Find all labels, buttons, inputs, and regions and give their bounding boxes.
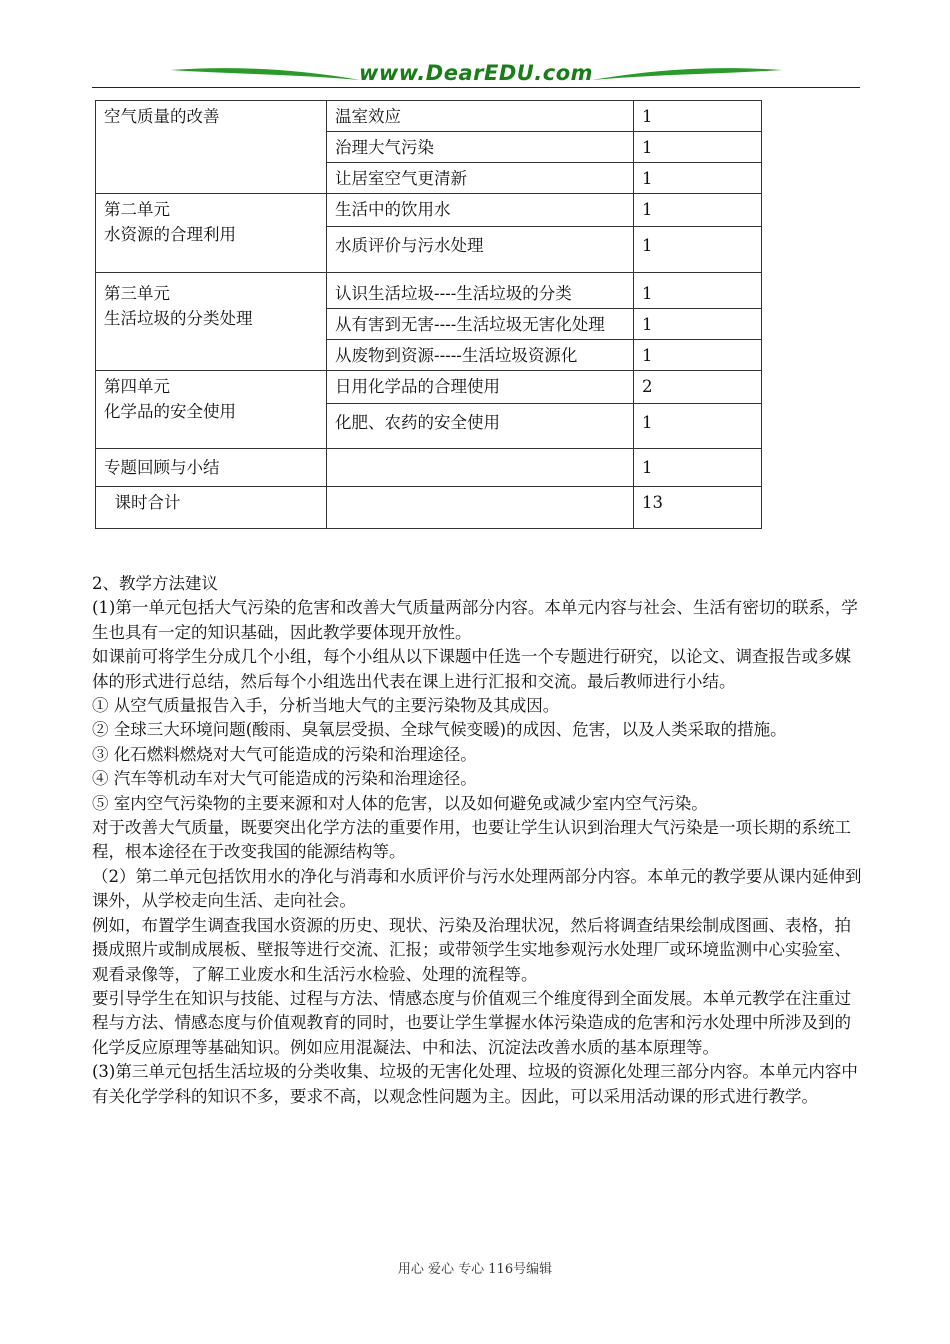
hours-cell: 1 <box>634 163 762 194</box>
table-row <box>96 371 762 404</box>
topic-cell <box>327 487 634 529</box>
schedule-table <box>95 100 762 529</box>
list-item: ④ 汽车等机动车对大气可能造成的污染和治理途径。 <box>92 769 477 789</box>
unit-cell: 专题回顾与小结 <box>96 449 327 487</box>
table-row <box>96 101 762 132</box>
hours-cell: 1 <box>634 101 762 132</box>
hours-cell: 1 <box>634 194 762 227</box>
topic-cell: 从废物到资源-----生活垃圾资源化 <box>327 340 634 371</box>
hours-cell: 1 <box>634 227 762 273</box>
page-header <box>92 60 860 90</box>
topic-cell: 治理大气污染 <box>327 132 634 163</box>
topic-cell: 从有害到无害----生活垃圾无害化处理 <box>327 309 634 340</box>
paragraph: 如课前可将学生分成几个小组，每个小组从以下课题中任选一个专题进行研究，以论文、调查报告或多媒体的形式进行总结，然后每个小组选出代表在课上进行汇报和交流。最后教师进行小结。 <box>92 647 851 691</box>
hours-cell: 1 <box>634 309 762 340</box>
page-footer: 用心 爱心 专心 116号编辑 <box>397 1262 553 1277</box>
hours-cell: 1 <box>634 449 762 487</box>
paragraph: (3)第三单元包括生活垃圾的分类收集、垃圾的无害化处理、垃圾的资源化处理三部分内容。本单元内容中有关化学学科的知识不多，要求不高，以观念性问题为主。因此，可以采用活动课的形式进行教学。 <box>92 1062 858 1106</box>
paragraph: 对于改善大气质量，既要突出化学方法的重要作用，也要让学生认识到治理大气污染是一项长期的系统工程，根本途径在于改变我国的能源结构等。 <box>92 818 851 862</box>
table-row <box>96 273 762 309</box>
table-row <box>96 449 762 487</box>
topic-cell: 日用化学品的合理使用 <box>327 371 634 404</box>
unit-cell: 第二单元 水资源的合理利用 <box>96 194 327 273</box>
topic-cell: 认识生活垃圾----生活垃圾的分类 <box>327 273 634 309</box>
header-rule <box>92 87 860 88</box>
hours-cell: 2 <box>634 371 762 404</box>
right-swoosh-icon <box>592 64 782 86</box>
topic-cell: 温室效应 <box>327 101 634 132</box>
paragraph: 例如，布置学生调查我国水资源的历史、现状、污染及治理状况，然后将调查结果绘制成图画、表格，拍摄成照片或制成展板、壁报等进行交流、汇报；或带领学生实地参观污水处理厂或环境监测中心实验室、观看录像等，了解工业废水和生活污水检验、处理的流程等。 <box>92 915 851 984</box>
topic-cell: 生活中的饮用水 <box>327 194 634 227</box>
list-item: ② 全球三大环境问题(酸雨、臭氧层受损、全球气候变暖)的成因、危害，以及人类采取的措施。 <box>92 720 787 740</box>
table-row <box>96 487 762 529</box>
hours-cell: 1 <box>634 273 762 309</box>
article-body <box>92 572 862 1109</box>
paragraph: (1)第一单元包括大气污染的危害和改善大气质量两部分内容。本单元内容与社会、生活有密切的联系，学生也具有一定的知识基础，因此教学要体现开放性。 <box>92 598 858 642</box>
unit-cell: 第四单元 化学品的安全使用 <box>96 371 327 449</box>
hours-cell: 1 <box>634 340 762 371</box>
section-heading: 2、教学方法建议 <box>92 574 218 593</box>
list-item: ③ 化石燃料燃烧对大气可能造成的污染和治理途径。 <box>92 744 477 764</box>
list-item: ⑤ 室内空气污染物的主要来源和对人体的危害，以及如何避免或减少室内空气污染。 <box>92 793 708 813</box>
topic-cell <box>327 449 634 487</box>
hours-cell: 13 <box>634 487 762 529</box>
unit-cell: 空气质量的改善 <box>96 101 327 194</box>
topic-cell: 化肥、农药的安全使用 <box>327 404 634 449</box>
table-row <box>96 194 762 227</box>
list-item: ① 从空气质量报告入手，分析当地大气的主要污染物及其成因。 <box>92 696 560 716</box>
topic-cell: 水质评价与污水处理 <box>327 227 634 273</box>
hours-cell: 1 <box>634 132 762 163</box>
hours-cell: 1 <box>634 404 762 449</box>
site-logo: www.DearEDU.com <box>358 61 594 85</box>
unit-cell: 第三单元 生活垃圾的分类处理 <box>96 273 327 371</box>
unit-cell: 课时合计 <box>96 487 327 529</box>
topic-cell: 让居室空气更清新 <box>327 163 634 194</box>
paragraph: 要引导学生在知识与技能、过程与方法、情感态度与价值观三个维度得到全面发展。本单元教学在注重过程与方法、情感态度与价值观教育的同时，也要让学生掌握水体污染造成的危害和污水处理中所涉及到的化学反应原理等基础知识。例如应用混凝法、中和法、沉淀法改善水质的基本原理等。 <box>92 988 851 1057</box>
paragraph: （2）第二单元包括饮用水的净化与消毒和水质评价与污水处理两部分内容。本单元的教学要从课内延伸到课外，从学校走向生活、走向社会。 <box>92 866 862 911</box>
